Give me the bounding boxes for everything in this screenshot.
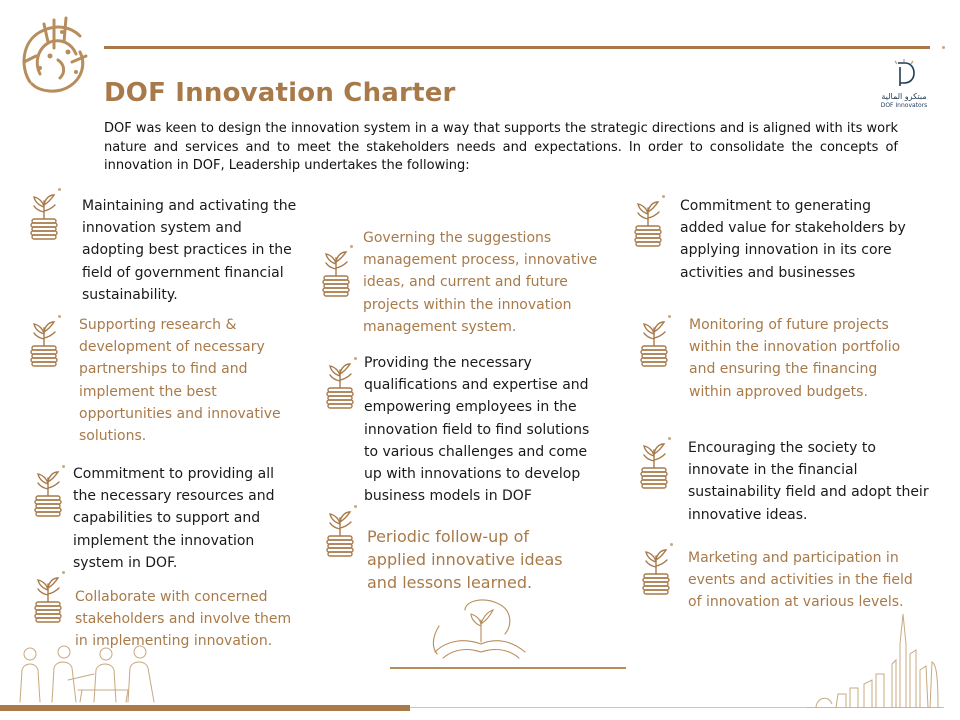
decor-dot xyxy=(58,315,61,318)
charter-item: Commitment to generating added value for stakeholders by applying innovation in its core activities and businesses xyxy=(680,198,906,281)
bulb-logo-icon xyxy=(889,58,919,88)
decor-dot xyxy=(62,571,65,574)
charter-item: Commitment to providing all the necessary resources and capabilities to support and implement the innovation system in DOF. xyxy=(73,466,275,571)
plant-coins-icon xyxy=(322,362,358,410)
plant-coins-icon xyxy=(638,548,674,596)
header-rule xyxy=(104,46,930,49)
charter-item: Governing the suggestions management process, innovative ideas, and current and future projects within the innovation management system. xyxy=(363,230,598,335)
decor-dot xyxy=(354,357,357,360)
plant-coins-icon xyxy=(30,576,66,624)
plant-coins-icon xyxy=(636,442,672,490)
calligraphy-logo-icon xyxy=(10,12,102,104)
plant-coins-icon xyxy=(636,320,672,368)
dof-innovators-logo xyxy=(872,58,936,118)
charter-item: Periodic follow-up of applied innovative ideas and lessons learned. xyxy=(367,527,563,592)
logo-english-text: DOF Innovators xyxy=(880,102,928,109)
intro-paragraph: DOF was keen to design the innovation system in a way that supports the strategic directions and is aligned with its work nature and services and to meet the stakeholders needs and expectations. In order to consolidate the concepts of innovation in DOF, Leadership undertakes the following: xyxy=(104,121,898,173)
decor-dot xyxy=(668,437,671,440)
hands-plant-illustration-icon xyxy=(425,596,535,666)
charter-item: Monitoring of future projects within the innovation portfolio and ensuring the financing within approved budgets. xyxy=(689,317,901,400)
footer-rule xyxy=(0,705,410,711)
page-title: DOF Innovation Charter xyxy=(104,78,456,108)
charter-item: Marketing and participation in events and activities in the field of innovation at various levels. xyxy=(688,550,913,611)
charter-item: Collaborate with concerned stakeholders and involve them in implementing innovation. xyxy=(75,589,292,650)
charter-item: Encouraging the society to innovate in the financial sustainability field and adopt their innovative ideas. xyxy=(688,440,929,523)
people-illustration-icon xyxy=(8,640,168,706)
city-skyline-icon xyxy=(806,614,942,708)
decor-dot xyxy=(350,245,353,248)
decor-dot xyxy=(942,46,945,49)
plant-coins-icon xyxy=(26,193,62,241)
charter-item: Maintaining and activating the innovation system and adopting best practices in the field of government financial sustainability. xyxy=(82,198,297,303)
plant-coins-icon xyxy=(30,470,66,518)
bottom-center-rule xyxy=(390,667,626,669)
decor-dot xyxy=(354,505,357,508)
charter-item: Providing the necessary qualifications and expertise and empowering employees in the innovation field to find solutions to various challenges and come up with innovations to develop business models in DOF xyxy=(364,355,590,505)
decor-dot xyxy=(668,315,671,318)
decor-dot xyxy=(62,465,65,468)
decor-dot xyxy=(662,195,665,198)
decor-dot xyxy=(58,188,61,191)
plant-coins-icon xyxy=(322,510,358,558)
decor-dot xyxy=(670,543,673,546)
charter-item: Supporting research & development of necessary partnerships to find and implement the best opportunities and innovative solutions. xyxy=(79,317,281,445)
plant-coins-icon xyxy=(318,250,354,298)
plant-coins-icon xyxy=(26,320,62,368)
logo-arabic-text: مبتكرو المالية xyxy=(881,92,927,101)
plant-coins-icon xyxy=(630,200,666,248)
